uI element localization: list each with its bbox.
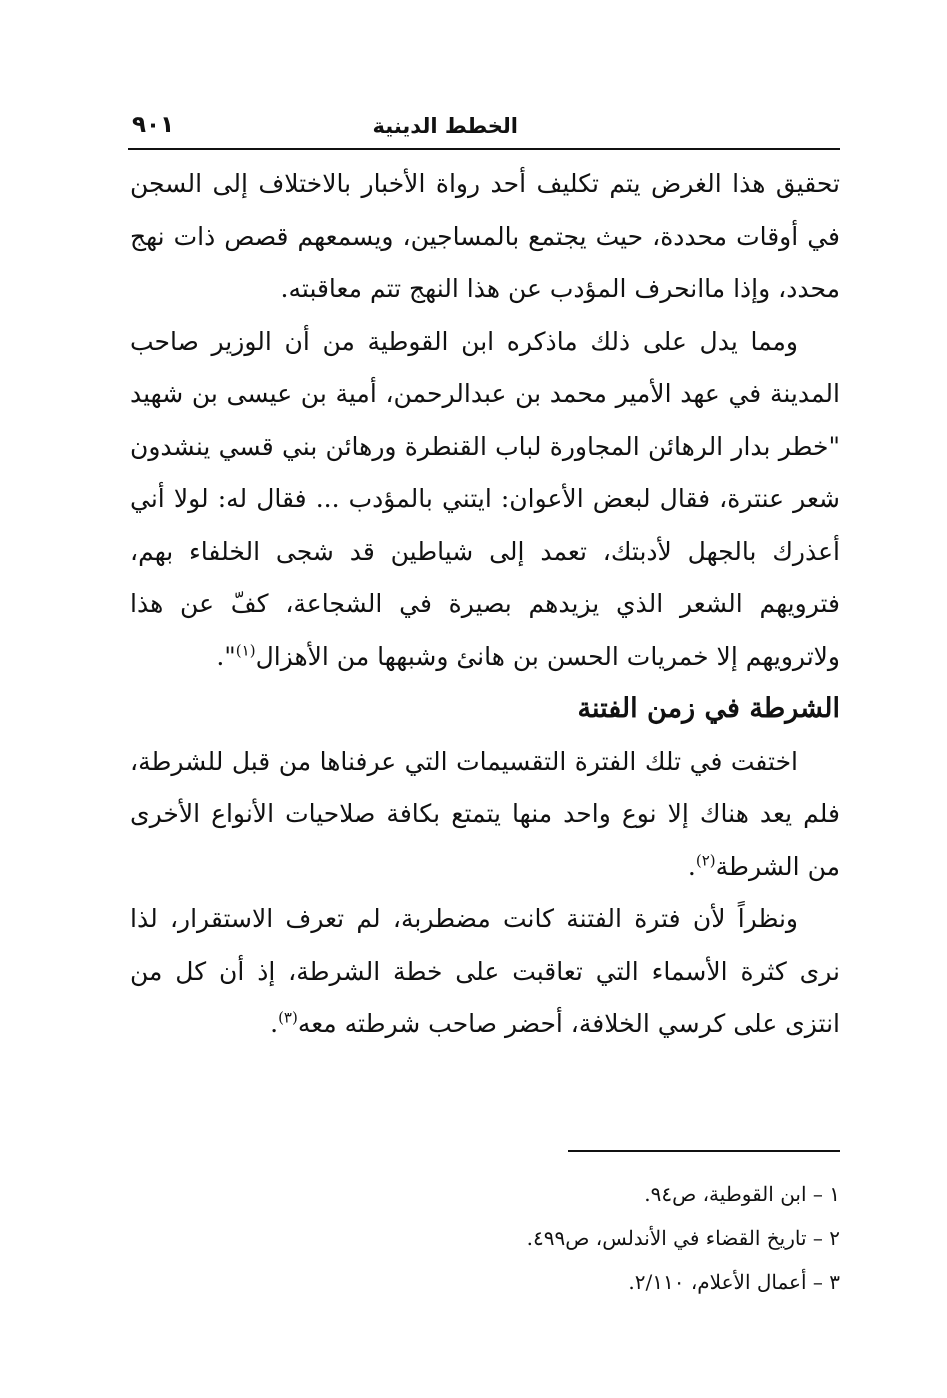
running-title: الخطط الدينية bbox=[372, 114, 518, 138]
paragraph-2-end: ". bbox=[216, 641, 236, 671]
footnote-2: ٢ – تاريخ القضاء في الأندلس، ص٤٩٩. bbox=[526, 1226, 840, 1250]
footnote-ref-2: (٢) bbox=[695, 851, 716, 870]
body-text bbox=[130, 158, 840, 1051]
paragraph-3-text: اختفت في تلك الفترة التقسيمات التي عرفناها من قبل للشرطة، فلم يعد هناك إلا نوع واحد منها يتمتع بكافة صلاحيات الأنواع الأخرى من الشرطة bbox=[130, 746, 840, 881]
footnote-rule bbox=[568, 1150, 840, 1152]
footnote-3: ٣ – أعمال الأعلام، ٢/١١٠. bbox=[628, 1270, 840, 1294]
paragraph-4-text: ونظراً لأن فترة الفتنة كانت مضطربة، لم تعرف الاستقرار، لذا نرى كثرة الأسماء التي تعاقبت على خطة الشرطة، إذ أن كل من انتزى على كرسي الخلافة، أحضر صاحب شرطته معه bbox=[130, 904, 840, 1038]
paragraph-3-end: . bbox=[687, 851, 696, 881]
paragraph-1-text: تحقيق هذا الغرض يتم تكليف أحد رواة الأخبار بالاختلاف إلى السجن في أوقات محددة، حيث يجتمع بالمساجين، ويسمعهم قصص ذات نهج محدد، وإذا ماانحرف المؤدب عن هذا النهج تتم معاقبته. bbox=[130, 169, 840, 303]
section-heading: الشرطة في زمن الفتنة bbox=[577, 693, 840, 724]
paragraph-1 bbox=[130, 158, 840, 316]
page-number: ٩٠١ bbox=[132, 112, 175, 138]
paragraph-4 bbox=[130, 893, 840, 1051]
paragraph-3 bbox=[130, 736, 840, 894]
footnote-ref-1: (١) bbox=[235, 641, 256, 660]
paragraph-2-text: ومما يدل على ذلك ماذكره ابن القوطية من أن الوزير صاحب المدينة في عهد الأمير محمد بن عبدالرحمن، أمية بن عيسى بن شهيد "خطر بدار الرهائن المجاورة لباب القنطرة ورهائن بني قسي ينشدون شعر عنترة، فقال لبعض الأعوان: ايتني بالمؤدب ... فقال له: لولا أني أعذرك بالجهل لأدبتك، تعمد إلى شياطين قد شجى الخلفاء بهم، فترويهم الشعر الذي يزيدهم بصيرة في الشجاعة، كفّ عن هذا ولاترويهم إلا خمريات الحسن بن هانئ وشبهها من الأهزال bbox=[130, 326, 840, 671]
header-rule bbox=[128, 148, 840, 150]
paragraph-4-end: . bbox=[270, 1009, 279, 1038]
footnote-1: ١ – ابن القوطية، ص٩٤. bbox=[644, 1182, 840, 1206]
paragraph-2 bbox=[130, 316, 840, 684]
page-header bbox=[128, 112, 840, 148]
footnote-ref-3: (٣) bbox=[278, 1008, 298, 1027]
footnotes bbox=[130, 1172, 840, 1304]
